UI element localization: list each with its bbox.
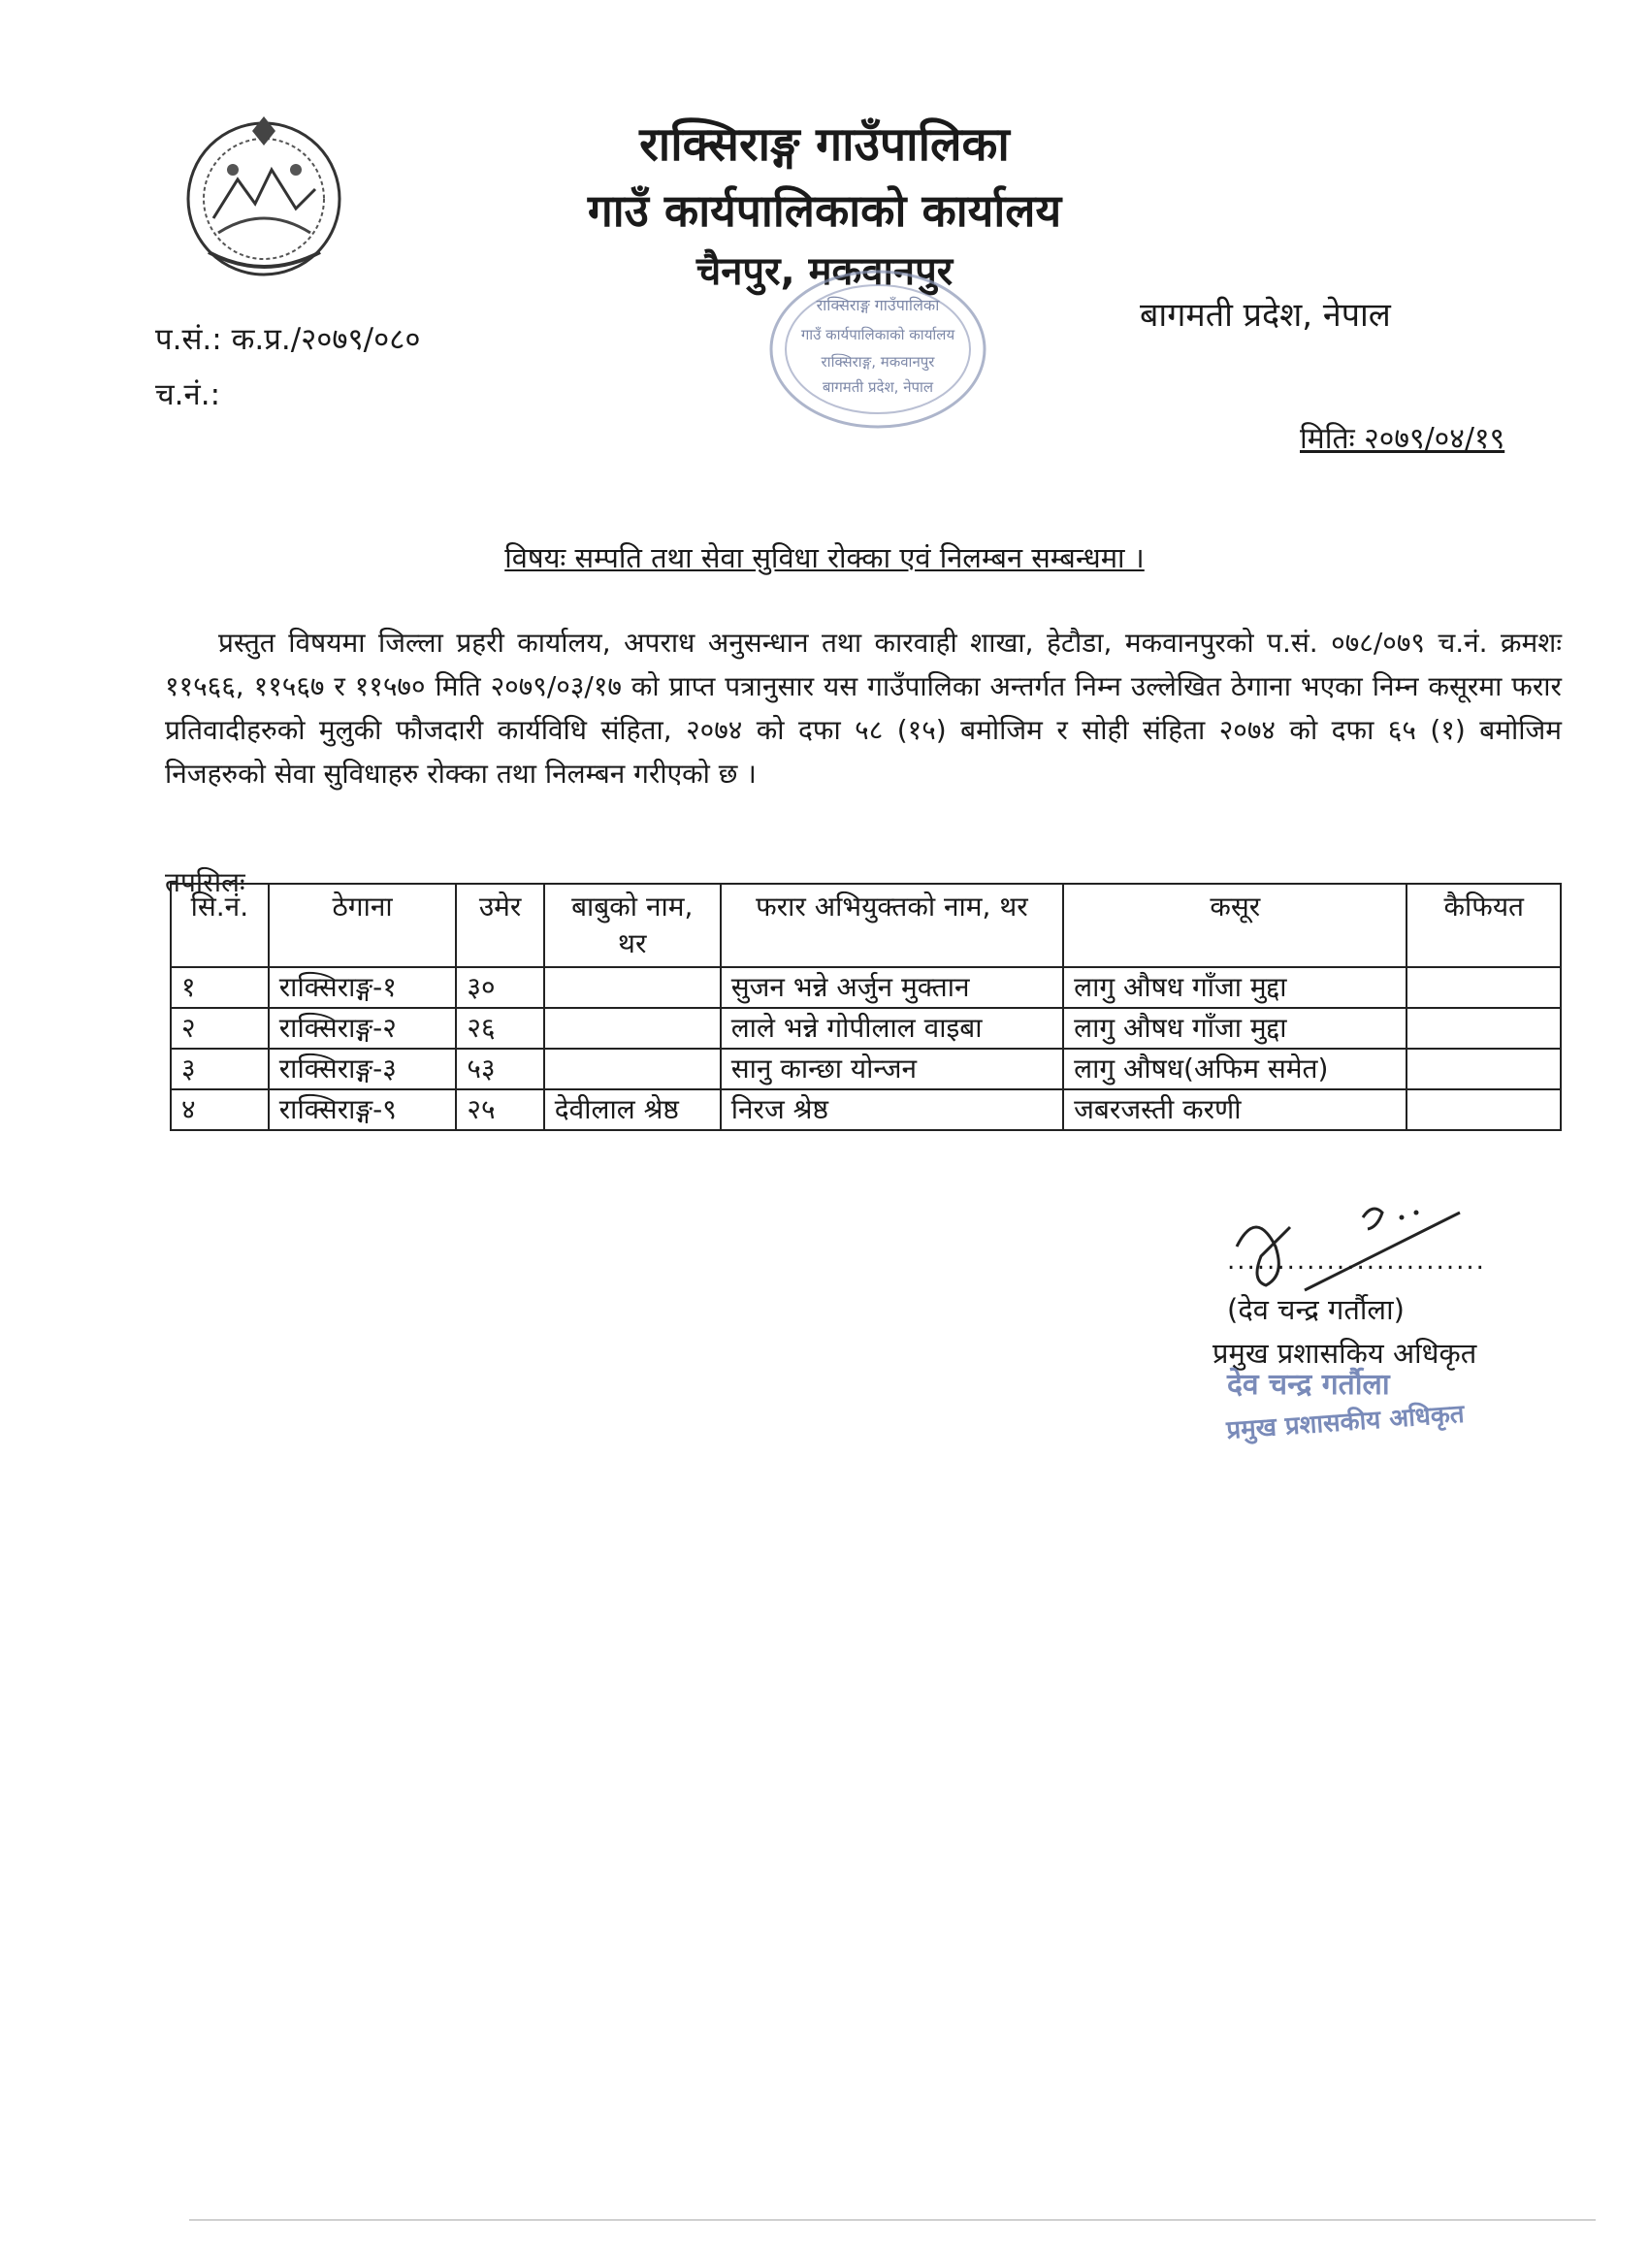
stamp-name: देव चन्द्र गर्तौला: [1227, 1368, 1390, 1402]
subject-line: विषयः सम्पति तथा सेवा सुविधा रोक्का एवं निलम्बन सम्बन्धमा ।: [504, 541, 1145, 574]
cell-accused-name: सुजन भन्ने अर्जुन मुक्तान: [721, 967, 1063, 1008]
cell-father-name: देवीलाल श्रेष्ठ: [544, 1089, 721, 1130]
cell-remarks: [1406, 967, 1561, 1008]
cell-address: राक्सिराङ्ग-२: [269, 1008, 457, 1049]
header-remarks: कैफियत: [1406, 884, 1561, 967]
dispatch-number: च.नं.:: [155, 377, 221, 412]
cell-age: २५: [456, 1089, 543, 1130]
cell-accused-name: लाले भन्ने गोपीलाल वाइबा: [721, 1008, 1063, 1049]
tapsil-label: तपसिलः: [165, 866, 245, 898]
cell-offense: लागु औषध गाँजा मुद्दा: [1063, 967, 1406, 1008]
cell-sn: १: [171, 967, 269, 1008]
seal-line-1: राक्सिराङ्ग गाउँपालिका: [816, 296, 940, 314]
office-seal: [761, 262, 994, 432]
office-address: चैनपुर, मकवानपुर: [695, 249, 954, 294]
officer-stamp: [1217, 1353, 1499, 1450]
cell-offense: जबरजस्ती करणी: [1063, 1089, 1406, 1130]
signature-line: ..........................: [1227, 1247, 1486, 1276]
table-row: [171, 1049, 1561, 1089]
header-sn: सि.नं.: [171, 884, 269, 967]
header-offense: कसूर: [1063, 884, 1406, 967]
cell-address: राक्सिराङ्ग-३: [269, 1049, 457, 1089]
signatory-title: प्रमुख प्रशासकिय अधिकृत: [1212, 1337, 1477, 1370]
cell-age: ३०: [456, 967, 543, 1008]
cell-remarks: [1406, 1008, 1561, 1049]
letter-date: मितिः २०७९/०४/१९: [1300, 422, 1505, 456]
header-father-name: बाबुको नाम, थर: [544, 884, 721, 967]
signatory-name: (देव चन्द्र गर्तौला): [1227, 1293, 1405, 1326]
cell-remarks: [1406, 1089, 1561, 1130]
body-paragraph: प्रस्तुत विषयमा जिल्ला प्रहरी कार्यालय, अपराध अनुसन्धान तथा कारवाही शाखा, हेटौडा, मकवानपुरको प.सं. ०७८/०७९ च.नं. क्रमशः ११५६६, ११५६७ र ११५७० मिति २०७९/०३/१७ को प्राप्त पत्रानुसार यस गाउँपालिका अन्तर्गत निम्न उल्लेखित ठेगाना भएका निम्न कसूरमा फरार प्रतिवादीहरुको मुलुकी फौजदारी कार्यविधि संहिता, २०७४ को दफा ५८ (१५) बमोजिम र सोही संहिता २०७४ को दफा ६५ (१) बमोजिम निजहरुको सेवा सुविधाहरु रोक्का तथा निलम्बन गरीएको छ ।: [165, 627, 1562, 790]
cell-father-name: [544, 1049, 721, 1089]
table-header-row: [171, 884, 1561, 967]
letter-number: प.सं.: क.प्र./२०७९/०८०: [155, 322, 421, 357]
cell-accused-name: सानु कान्छा योन्जन: [721, 1049, 1063, 1089]
seal-line-3: राक्सिराङ्ग, मकवानपुर: [821, 353, 935, 371]
cell-sn: ४: [171, 1089, 269, 1130]
header-address: ठेगाना: [269, 884, 457, 967]
seal-line-2: गाउँ कार्यपालिकाको कार्यालय: [800, 326, 955, 343]
page-bottom-rule: [189, 2219, 1596, 2220]
table-row: [171, 967, 1561, 1008]
cell-sn: ३: [171, 1049, 269, 1089]
organization-name: राक्सिराङ्ग गाउँपालिका: [639, 117, 1010, 172]
cell-accused-name: निरज श्रेष्ठ: [721, 1089, 1063, 1130]
table-row: [171, 1089, 1561, 1130]
cell-offense: लागु औषध गाँजा मुद्दा: [1063, 1008, 1406, 1049]
province-line: बागमती प्रदेश, नेपाल: [1140, 296, 1391, 335]
accused-table: [170, 883, 1562, 1131]
cell-sn: २: [171, 1008, 269, 1049]
header-age: उमेर: [456, 884, 543, 967]
header-accused-name: फरार अभियुक्तको नाम, थर: [721, 884, 1063, 967]
cell-father-name: [544, 967, 721, 1008]
cell-father-name: [544, 1008, 721, 1049]
table-row: [171, 1008, 1561, 1049]
cell-address: राक्सिराङ्ग-१: [269, 967, 457, 1008]
cell-age: २६: [456, 1008, 543, 1049]
cell-age: ५३: [456, 1049, 543, 1089]
cell-remarks: [1406, 1049, 1561, 1089]
cell-offense: लागु औषध(अफिम समेत): [1063, 1049, 1406, 1089]
stamp-title: प्रमुख प्रशासकीय अधिकृत: [1225, 1399, 1466, 1445]
office-name: गाउँ कार्यपालिकाको कार्यालय: [587, 184, 1062, 237]
seal-line-4: बागमती प्रदेश, नेपाल: [822, 378, 934, 396]
cell-address: राक्सिराङ्ग-९: [269, 1089, 457, 1130]
